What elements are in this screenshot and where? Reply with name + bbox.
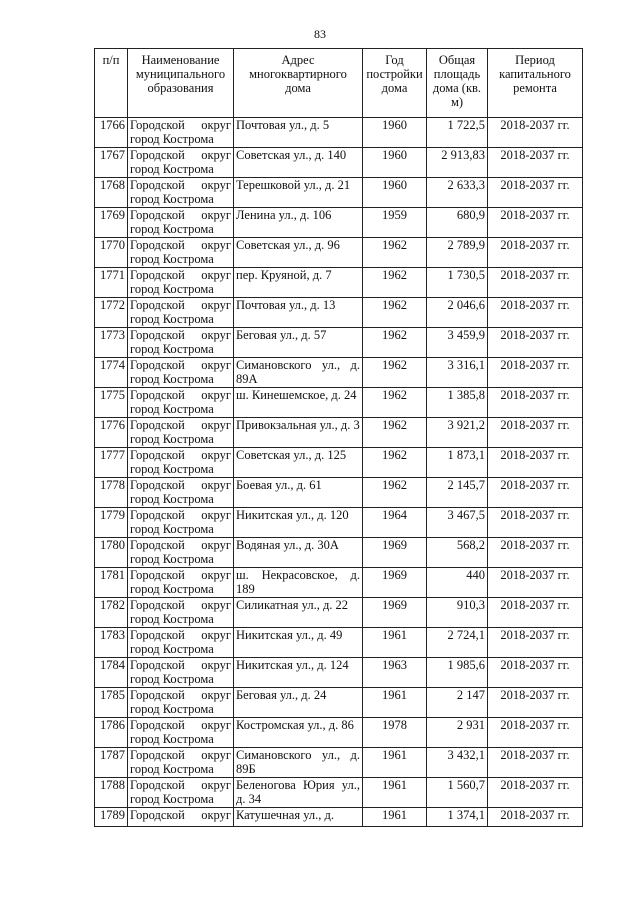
table-row [95, 508, 583, 538]
year-cell: 1969 [363, 598, 427, 628]
year-cell: 1962 [363, 268, 427, 298]
table-row [95, 388, 583, 418]
municipality-word-1: Городской [130, 508, 185, 522]
row-number: 1767 [95, 148, 128, 178]
table-row [95, 718, 583, 748]
municipality-word-2: округ [201, 328, 231, 342]
table-row [95, 628, 583, 658]
period-cell: 2018-2037 гг. [488, 748, 583, 778]
area-cell: 568,2 [427, 538, 488, 568]
municipality-word-1: Городской [130, 268, 185, 282]
municipality-word-2: округ [201, 508, 231, 522]
municipality-cell [128, 718, 234, 748]
year-cell: 1963 [363, 658, 427, 688]
municipality-word-1: Городской [130, 478, 185, 492]
municipality-word-1: Городской [130, 238, 185, 252]
table-row [95, 358, 583, 388]
row-number: 1770 [95, 238, 128, 268]
municipality-cell [128, 748, 234, 778]
municipality-cell [128, 328, 234, 358]
municipality-word-2: округ [201, 208, 231, 222]
area-cell: 2 913,83 [427, 148, 488, 178]
municipality-line-2: город Кострома [130, 582, 214, 596]
municipality-cell [128, 478, 234, 508]
address-cell: Почтовая ул., д. 5 [234, 118, 363, 148]
row-number: 1789 [95, 808, 128, 827]
municipality-word-2: округ [201, 238, 231, 252]
area-cell: 910,3 [427, 598, 488, 628]
municipality-word-1: Городской [130, 628, 185, 642]
area-cell: 2 046,6 [427, 298, 488, 328]
municipality-line-2: город Кострома [130, 522, 214, 536]
address-cell: Водяная ул., д. 30А [234, 538, 363, 568]
period-cell: 2018-2037 гг. [488, 508, 583, 538]
period-cell: 2018-2037 гг. [488, 628, 583, 658]
municipality-word-1: Городской [130, 418, 185, 432]
municipality-cell [128, 598, 234, 628]
address-cell: Ленина ул., д. 106 [234, 208, 363, 238]
municipality-word-2: округ [201, 808, 231, 822]
municipality-cell [128, 568, 234, 598]
municipality-cell [128, 628, 234, 658]
period-cell: 2018-2037 гг. [488, 298, 583, 328]
municipality-cell [128, 388, 234, 418]
housing-registry-table [94, 48, 583, 827]
table-row [95, 538, 583, 568]
year-cell: 1962 [363, 358, 427, 388]
address-cell: ш. Кинешемское, д. 24 [234, 388, 363, 418]
year-cell: 1960 [363, 118, 427, 148]
row-number: 1788 [95, 778, 128, 808]
table-row [95, 328, 583, 358]
row-number: 1766 [95, 118, 128, 148]
period-cell: 2018-2037 гг. [488, 448, 583, 478]
municipality-word-1: Городской [130, 718, 185, 732]
area-cell: 440 [427, 568, 488, 598]
address-cell: Никитская ул., д. 49 [234, 628, 363, 658]
header-num: п/п [95, 49, 128, 118]
address-cell: Терешковой ул., д. 21 [234, 178, 363, 208]
header-year: Год постройки дома [363, 49, 427, 118]
row-number: 1781 [95, 568, 128, 598]
address-cell: Никитская ул., д. 124 [234, 658, 363, 688]
page-number: 83 [314, 27, 326, 41]
municipality-line-2: город Кострома [130, 432, 214, 446]
municipality-cell [128, 508, 234, 538]
row-number: 1784 [95, 658, 128, 688]
area-cell: 3 432,1 [427, 748, 488, 778]
municipality-word-2: округ [201, 478, 231, 492]
municipality-word-1: Городской [130, 808, 185, 822]
municipality-line-2: город Кострома [130, 762, 214, 776]
municipality-word-2: округ [201, 628, 231, 642]
municipality-line-2: город Кострома [130, 732, 214, 746]
address-cell: Почтовая ул., д. 13 [234, 298, 363, 328]
municipality-word-1: Городской [130, 688, 185, 702]
period-cell: 2018-2037 гг. [488, 418, 583, 448]
period-cell: 2018-2037 гг. [488, 118, 583, 148]
address-cell: ш. Некрасовское, д. 189 [234, 568, 363, 598]
year-cell: 1962 [363, 238, 427, 268]
year-cell: 1962 [363, 418, 427, 448]
municipality-word-1: Городской [130, 568, 185, 582]
address-cell: Симановского ул., д. 89А [234, 358, 363, 388]
municipality-word-2: округ [201, 298, 231, 312]
area-cell: 2 633,3 [427, 178, 488, 208]
year-cell: 1961 [363, 688, 427, 718]
table-row [95, 598, 583, 628]
municipality-word-1: Городской [130, 448, 185, 462]
municipality-line-2: город Кострома [130, 342, 214, 356]
period-cell: 2018-2037 гг. [488, 688, 583, 718]
period-cell: 2018-2037 гг. [488, 808, 583, 827]
area-cell: 1 730,5 [427, 268, 488, 298]
municipality-word-2: округ [201, 658, 231, 672]
period-cell: 2018-2037 гг. [488, 598, 583, 628]
period-cell: 2018-2037 гг. [488, 328, 583, 358]
period-cell: 2018-2037 гг. [488, 238, 583, 268]
year-cell: 1960 [363, 148, 427, 178]
address-cell: Катушечная ул., д. [234, 808, 363, 827]
row-number: 1775 [95, 388, 128, 418]
period-cell: 2018-2037 гг. [488, 538, 583, 568]
period-cell: 2018-2037 гг. [488, 658, 583, 688]
table-row [95, 448, 583, 478]
row-number: 1786 [95, 718, 128, 748]
municipality-word-1: Городской [130, 298, 185, 312]
year-cell: 1969 [363, 568, 427, 598]
table-row [95, 118, 583, 148]
municipality-cell [128, 538, 234, 568]
row-number: 1787 [95, 748, 128, 778]
address-cell: Беговая ул., д. 24 [234, 688, 363, 718]
header-address: Адрес многоквартирного дома [234, 49, 363, 118]
municipality-word-1: Городской [130, 208, 185, 222]
municipality-line-2: город Кострома [130, 222, 214, 236]
municipality-word-2: округ [201, 418, 231, 432]
year-cell: 1960 [363, 178, 427, 208]
municipality-line-2: город Кострома [130, 702, 214, 716]
period-cell: 2018-2037 гг. [488, 568, 583, 598]
municipality-line-2: город Кострома [130, 492, 214, 506]
area-cell: 2 724,1 [427, 628, 488, 658]
row-number: 1780 [95, 538, 128, 568]
municipality-word-2: округ [201, 118, 231, 132]
period-cell: 2018-2037 гг. [488, 358, 583, 388]
table-row [95, 238, 583, 268]
municipality-line-2: город Кострома [130, 612, 214, 626]
municipality-line-2: город Кострома [130, 132, 214, 146]
municipality-word-1: Городской [130, 598, 185, 612]
area-cell: 1 873,1 [427, 448, 488, 478]
municipality-word-2: округ [201, 178, 231, 192]
municipality-cell [128, 178, 234, 208]
table-row [95, 148, 583, 178]
municipality-word-1: Городской [130, 118, 185, 132]
address-cell: Беленогова Юрия ул., д. 34 [234, 778, 363, 808]
municipality-cell [128, 148, 234, 178]
municipality-line-2: город Кострома [130, 672, 214, 686]
row-number: 1778 [95, 478, 128, 508]
municipality-word-1: Городской [130, 328, 185, 342]
table-row [95, 748, 583, 778]
row-number: 1773 [95, 328, 128, 358]
table-row [95, 178, 583, 208]
year-cell: 1959 [363, 208, 427, 238]
year-cell: 1969 [363, 538, 427, 568]
municipality-word-2: округ [201, 268, 231, 282]
table-row [95, 208, 583, 238]
municipality-line-2: город Кострома [130, 462, 214, 476]
table-header-row [95, 49, 583, 118]
period-cell: 2018-2037 гг. [488, 388, 583, 418]
area-cell: 2 145,7 [427, 478, 488, 508]
year-cell: 1962 [363, 448, 427, 478]
row-number: 1772 [95, 298, 128, 328]
municipality-word-2: округ [201, 748, 231, 762]
period-cell: 2018-2037 гг. [488, 718, 583, 748]
area-cell: 1 985,6 [427, 658, 488, 688]
row-number: 1776 [95, 418, 128, 448]
area-cell: 3 467,5 [427, 508, 488, 538]
address-cell: Симановского ул., д. 89Б [234, 748, 363, 778]
municipality-cell [128, 418, 234, 448]
table-row [95, 268, 583, 298]
municipality-word-2: округ [201, 568, 231, 582]
address-cell: Советская ул., д. 125 [234, 448, 363, 478]
row-number: 1768 [95, 178, 128, 208]
table-row [95, 568, 583, 598]
period-cell: 2018-2037 гг. [488, 778, 583, 808]
area-cell: 3 316,1 [427, 358, 488, 388]
municipality-word-1: Городской [130, 388, 185, 402]
area-cell: 1 374,1 [427, 808, 488, 827]
municipality-cell [128, 778, 234, 808]
address-cell: Беговая ул., д. 57 [234, 328, 363, 358]
period-cell: 2018-2037 гг. [488, 268, 583, 298]
municipality-word-2: округ [201, 718, 231, 732]
area-cell: 1 722,5 [427, 118, 488, 148]
row-number: 1769 [95, 208, 128, 238]
municipality-word-2: округ [201, 358, 231, 372]
address-cell: Советская ул., д. 140 [234, 148, 363, 178]
header-area: Общая площадь дома (кв. м) [427, 49, 488, 118]
row-number: 1779 [95, 508, 128, 538]
municipality-line-2: город Кострома [130, 402, 214, 416]
header-municipality: Наименование муниципального образования [128, 49, 234, 118]
municipality-cell [128, 298, 234, 328]
municipality-cell [128, 268, 234, 298]
area-cell: 2 789,9 [427, 238, 488, 268]
municipality-cell [128, 808, 234, 827]
municipality-word-2: округ [201, 148, 231, 162]
municipality-cell [128, 358, 234, 388]
municipality-cell [128, 658, 234, 688]
municipality-word-2: округ [201, 538, 231, 552]
address-cell: Силикатная ул., д. 22 [234, 598, 363, 628]
table-row [95, 688, 583, 718]
municipality-line-2: город Кострома [130, 312, 214, 326]
year-cell: 1961 [363, 808, 427, 827]
municipality-cell [128, 448, 234, 478]
year-cell: 1961 [363, 748, 427, 778]
municipality-word-1: Городской [130, 178, 185, 192]
year-cell: 1964 [363, 508, 427, 538]
address-cell: Привокзальная ул., д. 3 [234, 418, 363, 448]
municipality-word-1: Городской [130, 748, 185, 762]
area-cell: 2 147 [427, 688, 488, 718]
municipality-word-1: Городской [130, 538, 185, 552]
municipality-word-2: округ [201, 598, 231, 612]
municipality-cell [128, 238, 234, 268]
table-row [95, 298, 583, 328]
area-cell: 1 385,8 [427, 388, 488, 418]
area-cell: 2 931 [427, 718, 488, 748]
year-cell: 1961 [363, 778, 427, 808]
municipality-line-2: город Кострома [130, 252, 214, 266]
area-cell: 680,9 [427, 208, 488, 238]
municipality-cell [128, 118, 234, 148]
municipality-line-2: город Кострома [130, 192, 214, 206]
address-cell: Советская ул., д. 96 [234, 238, 363, 268]
municipality-line-2: город Кострома [130, 372, 214, 386]
municipality-line-2: город Кострома [130, 552, 214, 566]
area-cell: 3 459,9 [427, 328, 488, 358]
municipality-word-2: округ [201, 688, 231, 702]
table-row [95, 418, 583, 448]
area-cell: 3 921,2 [427, 418, 488, 448]
period-cell: 2018-2037 гг. [488, 148, 583, 178]
year-cell: 1978 [363, 718, 427, 748]
address-cell: пер. Круяной, д. 7 [234, 268, 363, 298]
year-cell: 1962 [363, 478, 427, 508]
year-cell: 1962 [363, 328, 427, 358]
table-body [95, 118, 583, 827]
municipality-word-2: округ [201, 448, 231, 462]
municipality-word-2: округ [201, 388, 231, 402]
municipality-word-1: Городской [130, 358, 185, 372]
period-cell: 2018-2037 гг. [488, 208, 583, 238]
table-row [95, 478, 583, 508]
municipality-word-1: Городской [130, 658, 185, 672]
municipality-line-2: город Кострома [130, 282, 214, 296]
period-cell: 2018-2037 гг. [488, 178, 583, 208]
table-row [95, 778, 583, 808]
row-number: 1777 [95, 448, 128, 478]
municipality-cell [128, 208, 234, 238]
address-cell: Никитская ул., д. 120 [234, 508, 363, 538]
row-number: 1783 [95, 628, 128, 658]
row-number: 1771 [95, 268, 128, 298]
year-cell: 1962 [363, 388, 427, 418]
year-cell: 1962 [363, 298, 427, 328]
table-row [95, 808, 583, 827]
header-period: Период капитального ремонта [488, 49, 583, 118]
municipality-word-1: Городской [130, 778, 185, 792]
row-number: 1782 [95, 598, 128, 628]
area-cell: 1 560,7 [427, 778, 488, 808]
municipality-line-2: город Кострома [130, 642, 214, 656]
municipality-word-1: Городской [130, 148, 185, 162]
row-number: 1785 [95, 688, 128, 718]
period-cell: 2018-2037 гг. [488, 478, 583, 508]
address-cell: Костромская ул., д. 86 [234, 718, 363, 748]
address-cell: Боевая ул., д. 61 [234, 478, 363, 508]
municipality-line-2: город Кострома [130, 792, 214, 806]
year-cell: 1961 [363, 628, 427, 658]
municipality-cell [128, 688, 234, 718]
row-number: 1774 [95, 358, 128, 388]
municipality-line-2: город Кострома [130, 162, 214, 176]
table-row [95, 658, 583, 688]
municipality-word-2: округ [201, 778, 231, 792]
